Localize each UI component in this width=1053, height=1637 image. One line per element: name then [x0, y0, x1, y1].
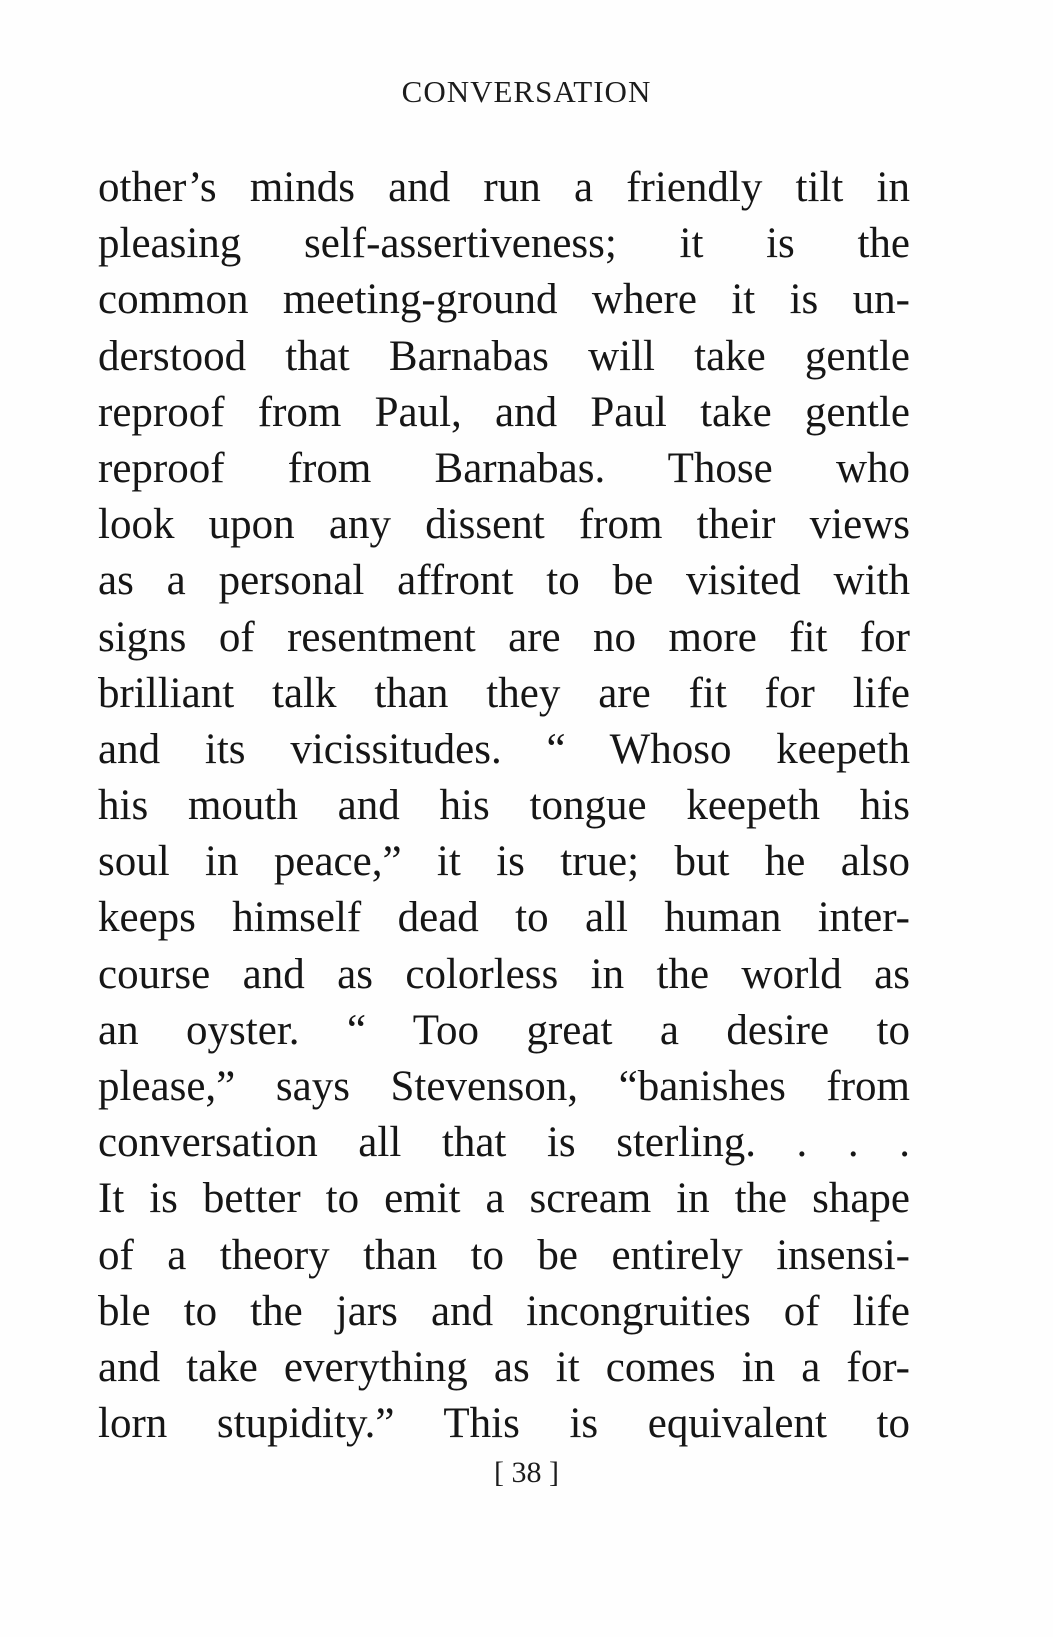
text-line: of a theory than to be entirely insensi-: [98, 1231, 910, 1279]
text-line: reproof from Paul, and Paul take gentle: [98, 388, 910, 436]
text-line: and take everything as it comes in a for-: [98, 1343, 910, 1391]
body-text: [98, 160, 910, 1452]
text-line: look upon any dissent from their views: [98, 501, 910, 549]
text-line: It is better to emit a scream in the shape: [98, 1175, 910, 1223]
text-line: an oyster. “ Too great a desire to: [98, 1006, 910, 1054]
text-line: ble to the jars and incongruities of life: [98, 1287, 910, 1335]
text-line: conversation all that is sterling. . . .: [98, 1119, 910, 1167]
text-line: common meeting-ground where it is un-: [98, 276, 910, 324]
running-head: CONVERSATION: [401, 74, 652, 109]
text-line: as a personal affront to be visited with: [98, 557, 910, 605]
text-line: please,” says Stevenson, “banishes from: [98, 1063, 910, 1110]
text-line: pleasing self-assertiveness; it is the: [98, 220, 910, 268]
text-line: course and as colorless in the world as: [98, 950, 910, 998]
text-line: his mouth and his tongue keepeth his: [98, 782, 910, 830]
text-line: derstood that Barnabas will take gentle: [98, 332, 910, 380]
text-line: reproof from Barnabas. Those who: [98, 444, 910, 492]
text-line: and its vicissitudes. “ Whoso keepeth: [98, 725, 910, 773]
text-line: lorn stupidity.” This is equivalent to: [98, 1400, 910, 1448]
text-line: soul in peace,” it is true; but he also: [98, 838, 910, 886]
text-line: brilliant talk than they are fit for life: [98, 669, 910, 717]
text-line: signs of resentment are no more fit for: [98, 613, 910, 661]
text-line: keeps himself dead to all human inter-: [98, 894, 910, 942]
text-line: other’s minds and run a friendly tilt in: [98, 164, 910, 211]
page-number: [ 38 ]: [494, 1456, 559, 1489]
